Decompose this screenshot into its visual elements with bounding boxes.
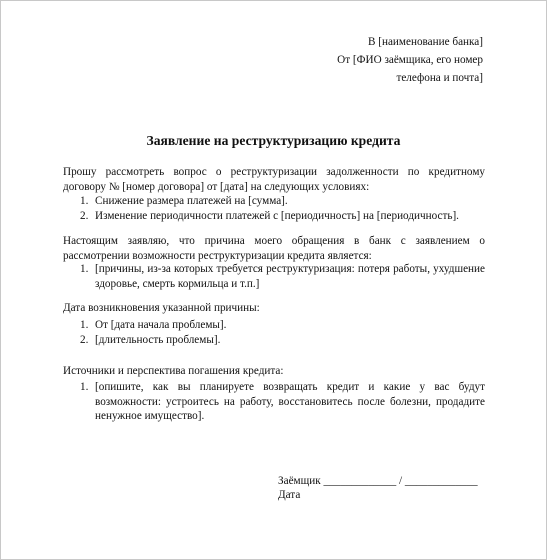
section-1-list: [63, 194, 485, 223]
borrower-signature-line: Заёмщик _____________ / _____________: [278, 475, 478, 487]
addressee-bank: В [наименование банка]: [368, 36, 483, 48]
list-item-text: От [дата начала проблемы].: [95, 319, 227, 331]
section-4-list: [63, 380, 485, 424]
section-2-list: [63, 262, 485, 291]
list-item-number: 2.: [80, 209, 89, 222]
document-title: Заявление на реструктуризацию кредита: [146, 133, 401, 148]
list-item-number: 1.: [80, 381, 89, 393]
list-item-text: Изменение периодичности платежей с [периодичность] на [периодичность].: [95, 209, 459, 222]
list-item-text: Снижение размера платежей на [сумма].: [95, 195, 288, 207]
list-item-number: 2.: [80, 333, 89, 346]
addressee-from-line-1: От [ФИО заёмщика, его номер: [337, 54, 483, 66]
addressee-block: [283, 33, 483, 87]
addressee-from-line-2: телефона и почта]: [396, 72, 483, 84]
list-item: [63, 380, 485, 424]
list-item: [63, 262, 485, 291]
list-item: [63, 194, 485, 209]
list-item-text: [длительность проблемы].: [95, 333, 221, 346]
list-item-number: 1.: [80, 263, 89, 275]
list-item: [63, 209, 485, 224]
date-label: Дата: [278, 489, 301, 501]
list-item-number: 1.: [80, 195, 89, 207]
section-2-intro: Настоящим заявляю, что причина моего обращения в банк с заявлением о рассмотрении возможности реструктуризации кредита является:: [63, 235, 485, 262]
list-item: [63, 318, 485, 333]
list-item-text: [причины, из-за которых требуется реструктуризация: потеря работы, ухудшение здоровье, смерть кормильца и т.п.]: [95, 263, 485, 290]
list-item-number: 1.: [80, 319, 89, 331]
section-3-list: [63, 318, 485, 347]
section-3-intro: Дата возникновения указанной причины:: [63, 302, 260, 314]
section-1-intro: Прошу рассмотреть вопрос о реструктуризации задолженности по кредитному договору № [номер договора] от [дата] на следующих условиях:: [63, 166, 485, 193]
list-item-text: [опишите, как вы планируете возвращать кредит и какие у вас будут возможности: устроитесь на работу, восстановитесь после болезни, продадите ненужное имущество].: [95, 381, 485, 422]
section-4-intro: Источники и перспектива погашения кредита:: [63, 365, 284, 377]
list-item: [63, 333, 485, 348]
